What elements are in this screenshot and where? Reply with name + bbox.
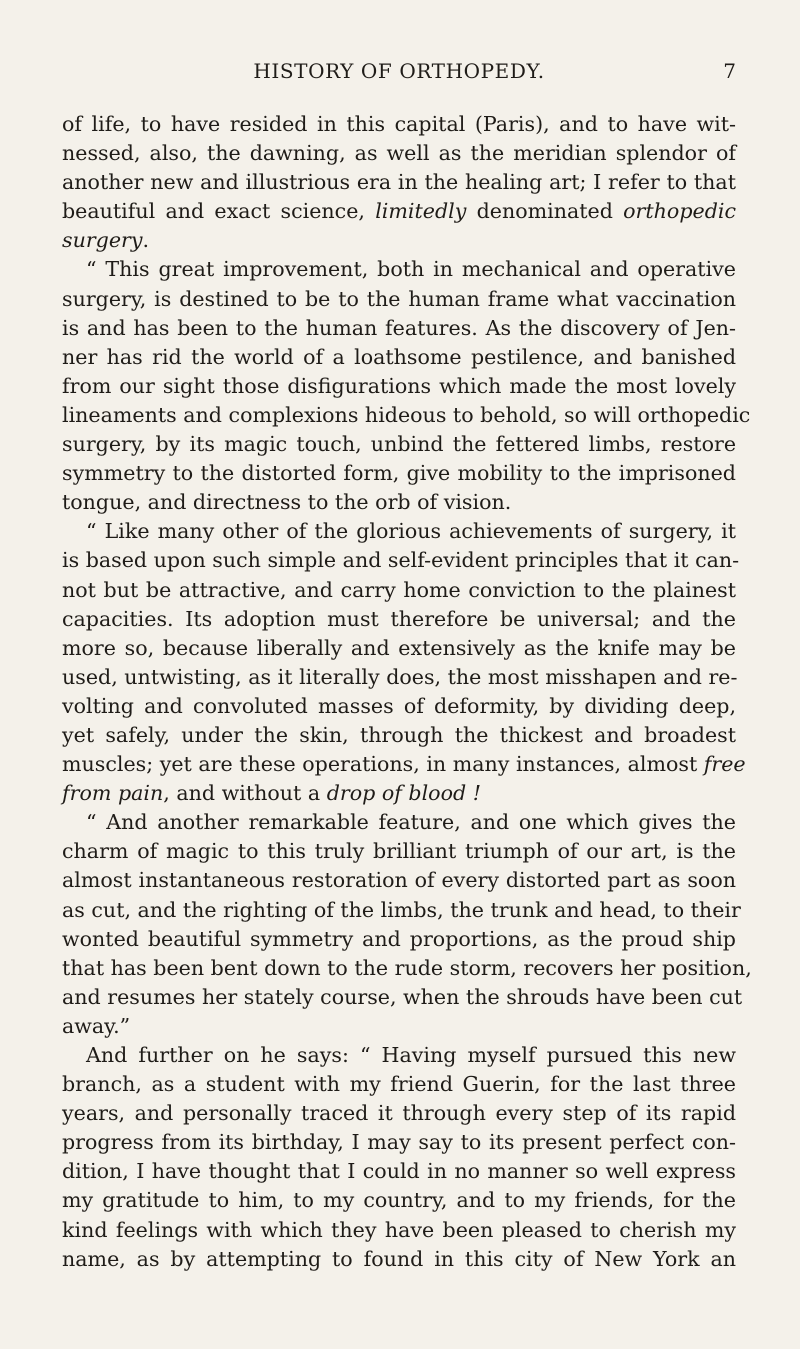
text-line: from pain, and without a drop of blood ! bbox=[62, 781, 481, 806]
running-title: HISTORY OF ORTHOPEDY. bbox=[253, 59, 545, 83]
text-line: from our sight those disfigurations which made the most lovely bbox=[62, 373, 736, 398]
text-line: muscles; yet are these operations, in many instances, almost free bbox=[62, 752, 746, 777]
text-line: almost instantaneous restoration of every distorted part as soon bbox=[62, 868, 736, 893]
text-line: and resumes her stately course, when the shrouds have been cut bbox=[62, 984, 743, 1009]
text-line: wonted beautiful symmetry and proportions, as the proud ship bbox=[62, 926, 736, 951]
text-line: not but be attractive, and carry home conviction to the plainest bbox=[62, 577, 736, 602]
text-line: capacities. Its adoption must therefore be universal; and the bbox=[62, 606, 736, 631]
text-line: my gratitude to him, to my country, and to my friends, for the bbox=[62, 1188, 736, 1213]
text-line: branch, as a student with my friend Guerin, for the last three bbox=[62, 1072, 736, 1097]
text-line: progress from its birthday, I may say to its present perfect con- bbox=[62, 1130, 736, 1155]
text-line: surgery. bbox=[62, 228, 150, 253]
running-head bbox=[62, 58, 736, 84]
text-line: more so, because liberally and extensively as the knife may be bbox=[62, 635, 736, 660]
text-line: as cut, and the righting of the limbs, the trunk and head, to their bbox=[62, 897, 741, 922]
text-line: is based upon such simple and self-evident principles that it can- bbox=[62, 548, 740, 573]
text-line: lineaments and complexions hideous to behold, so will orthopedic bbox=[62, 402, 751, 427]
italic-phrase: orthopedic bbox=[623, 199, 736, 224]
text-line: name, as by attempting to found in this city of New York an bbox=[62, 1246, 736, 1271]
text-line: yet safely, under the skin, through the thickest and broadest bbox=[62, 722, 736, 747]
text-line: nessed, also, the dawning, as well as the meridian splendor of bbox=[62, 141, 736, 166]
text-line: beautiful and exact science, limitedly denominated orthopedic bbox=[62, 199, 736, 224]
text-line: dition, I have thought that I could in no manner so well express bbox=[62, 1159, 736, 1184]
page-number: 7 bbox=[723, 59, 736, 83]
text-line: symmetry to the distorted form, give mobility to the imprisoned bbox=[62, 461, 736, 486]
text-line: And further on he says: “ Having myself pursued this new bbox=[86, 1043, 736, 1067]
italic-phrase: from pain bbox=[62, 781, 164, 806]
text-line: of life, to have resided in this capital (Paris), and to have wit- bbox=[62, 112, 736, 136]
italic-phrase: limitedly bbox=[375, 199, 467, 224]
text-line: charm of magic to this truly brilliant triumph of our art, is the bbox=[62, 839, 736, 864]
italic-phrase: surgery bbox=[62, 228, 143, 253]
italic-phrase: free bbox=[703, 752, 746, 777]
text-line: “ Like many other of the glorious achievements of surgery, it bbox=[86, 519, 736, 544]
text-line: used, untwisting, as it literally does, the most misshapen and re- bbox=[62, 664, 738, 689]
text-line: surgery, by its magic touch, unbind the fettered limbs, restore bbox=[62, 432, 736, 457]
text-line: “ This great improvement, both in mechanical and operative bbox=[86, 257, 736, 282]
text-line: years, and personally traced it through every step of its rapid bbox=[62, 1101, 736, 1126]
text-line: another new and illustrious era in the healing art; I refer to that bbox=[62, 170, 736, 195]
text-line: away.” bbox=[62, 1013, 131, 1038]
body-text bbox=[62, 110, 752, 1274]
text-line: ner has rid the world of a loathsome pestilence, and banished bbox=[62, 344, 736, 369]
text-line: tongue, and directness to the orb of vision. bbox=[62, 490, 512, 515]
italic-phrase: drop of blood ! bbox=[326, 781, 481, 806]
text-line: is and has been to the human features. As the discovery of Jen- bbox=[62, 315, 736, 340]
text-line: volting and convoluted masses of deformity, by dividing deep, bbox=[62, 693, 736, 718]
text-line: surgery, is destined to be to the human frame what vaccination bbox=[62, 286, 736, 311]
text-line: that has been bent down to the rude storm, recovers her position, bbox=[62, 955, 752, 980]
text-line: kind feelings with which they have been pleased to cherish my bbox=[62, 1217, 736, 1242]
text-line: “ And another remarkable feature, and one which gives the bbox=[86, 810, 736, 835]
